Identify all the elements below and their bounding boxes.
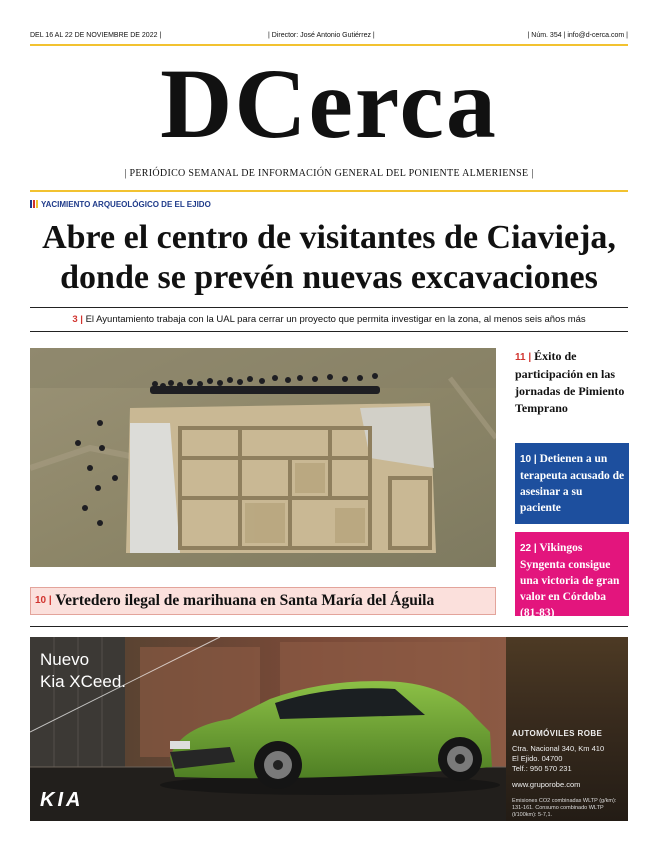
side-story-2-box[interactable] xyxy=(515,443,629,524)
issue-date: DEL 16 AL 22 DE NOVIEMBRE DE 2022 | xyxy=(30,32,162,39)
emissions-note: Emisiones CO2 combinadas WLTP (g/km): 131-161. Consumo combinado WLTP (l/100km): 5-7,1. xyxy=(512,798,617,818)
lead-headline[interactable] xyxy=(20,218,638,298)
lead-summary xyxy=(30,314,628,325)
flag-stripe-icon xyxy=(36,200,38,208)
dealer-address-1: Ctra. Nacional 340, Km 410 xyxy=(512,744,605,753)
side-story-2 xyxy=(520,451,626,516)
ad-divider xyxy=(30,626,628,627)
side-story-1-page: 11 | xyxy=(515,352,532,363)
side-story-2-page: 10 | xyxy=(520,454,537,465)
ad-title-line-2: Kia XCeed. xyxy=(40,672,126,691)
kia-advertisement[interactable] xyxy=(30,637,628,821)
newspaper-logo: DCerca xyxy=(160,48,498,159)
lead-summary-text: El Ayuntamiento trabaja con la UAL para cerrar un proyecto que permita investigar en la zona, al menos seis años más xyxy=(85,314,586,325)
dealer-panel xyxy=(506,637,628,821)
masthead-divider xyxy=(30,190,628,192)
side-story-3-text: Vikingos Syngenta consigue una victoria de gran valor en Córdoba (81-83) xyxy=(520,542,620,619)
flag-stripe-icon xyxy=(30,200,32,208)
headline-divider-top xyxy=(30,307,628,308)
dealer-website[interactable]: www.gruporobe.com xyxy=(512,780,581,789)
banner-story-page: 10 | xyxy=(35,595,52,606)
banner-story[interactable] xyxy=(30,587,496,615)
masthead-tagline: | PERIÓDICO SEMANAL DE INFORMACIÓN GENERAL DEL PONIENTE ALMERIENSE | xyxy=(124,168,534,179)
section-label-text: YACIMIENTO ARQUEOLÓGICO DE EL EJIDO xyxy=(41,200,211,209)
headline-divider-bottom xyxy=(30,331,628,332)
section-label xyxy=(30,200,211,210)
side-story-3-box[interactable] xyxy=(515,532,629,619)
lead-headline-line-2: donde se prevén nuevas excavaciones xyxy=(60,259,598,296)
dealer-address-2: El Ejido. 04700 xyxy=(512,754,563,763)
director-credit: | Director: José Antonio Gutiérrez | xyxy=(268,32,375,39)
top-info-bar xyxy=(30,32,628,44)
ad-title-line-1: Nuevo xyxy=(40,650,90,669)
side-story-2-text: Detienen a un terapeuta acusado de asesinar a su paciente xyxy=(520,453,625,514)
flag-stripe-icon xyxy=(33,200,35,208)
lead-page-ref: 3 | xyxy=(72,314,83,325)
banner-story-headline xyxy=(35,592,434,610)
banner-story-text: Vertedero ilegal de marihuana en Santa María del Águila xyxy=(55,592,435,609)
dealer-name: AUTOMÓVILES ROBE xyxy=(512,729,603,738)
lead-photo-aerial-excavation xyxy=(30,348,496,567)
dealer-info xyxy=(512,729,626,819)
top-divider xyxy=(30,44,628,46)
side-story-1-text: Éxito de participación en las jornadas de Pimiento Temprano xyxy=(515,349,625,415)
ad-main-panel xyxy=(30,637,506,821)
ad-title xyxy=(40,649,126,693)
kia-logo-icon: KIA xyxy=(40,789,84,811)
issue-number-email: | Núm. 354 | info@d-cerca.com | xyxy=(527,32,628,39)
lead-headline-line-1: Abre el centro de visitantes de Ciavieja, xyxy=(42,219,616,256)
dealer-phone: Telf.: 950 570 231 xyxy=(512,764,572,773)
side-story-3 xyxy=(520,540,626,621)
side-story-1[interactable] xyxy=(515,348,627,417)
side-story-3-page: 22 | xyxy=(520,543,537,554)
